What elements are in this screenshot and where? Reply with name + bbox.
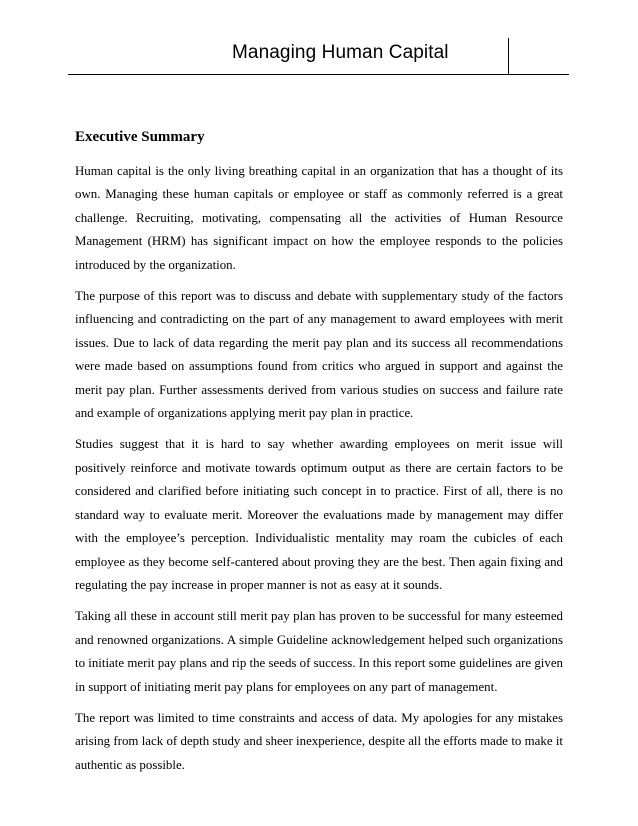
document-body xyxy=(75,116,563,785)
section-heading: Executive Summary xyxy=(75,129,205,145)
paragraph: Taking all these in account still merit pay plan has proven to be successful for many esteemed and renowned organizations. A simple Guideline acknowledgement helped such organizations to initiate merit pay plans and rip the seeds of success. In this report some guidelines are given in support of initiating merit pay plans for employees on any part of management. xyxy=(75,609,563,694)
paragraph: Studies suggest that it is hard to say whether awarding employees on merit issue will positively reinforce and motivate towards optimum output as there are certain factors to be considered and clarified before initiating such concept in to practice. First of all, there is no standard way to evaluate merit. Moreover the evaluations made by management may differ with the employee’s perception. Individualistic mentality may roam the cubicles of each employee as they become self-cantered about proving they are the best. Then again fixing and regulating the pay increase in proper manner is not as easy at it sounds. xyxy=(75,437,563,592)
header-horizontal-rule xyxy=(68,74,569,75)
paragraph: Human capital is the only living breathing capital in an organization that has a thought of its own. Managing these human capitals or employee or staff as commonly referred is a great challenge. Recruiting, motivating, compensating all the activities of Human Resource Management (HRM) has significant impact on how the employee responds to the policies introduced by the organization. xyxy=(75,164,563,272)
page-header-title: Managing Human Capital xyxy=(232,42,449,63)
paragraph: The purpose of this report was to discuss and debate with supplementary study of the factors influencing and contradicting on the part of any management to award employees with merit issues. Due to lack of data regarding the merit pay plan and its success all recommendations were made based on assumptions found from critics who argued in support and against the merit pay plan. Further assessments derived from various studies on success and failure rate and example of organizations applying merit pay plan in practice. xyxy=(75,289,563,421)
paragraph: The report was limited to time constraints and access of data. My apologies for any mistakes arising from lack of depth study and sheer inexperience, despite all the efforts made to make it authentic as possible. xyxy=(75,710,563,772)
header-vertical-rule xyxy=(508,38,509,75)
